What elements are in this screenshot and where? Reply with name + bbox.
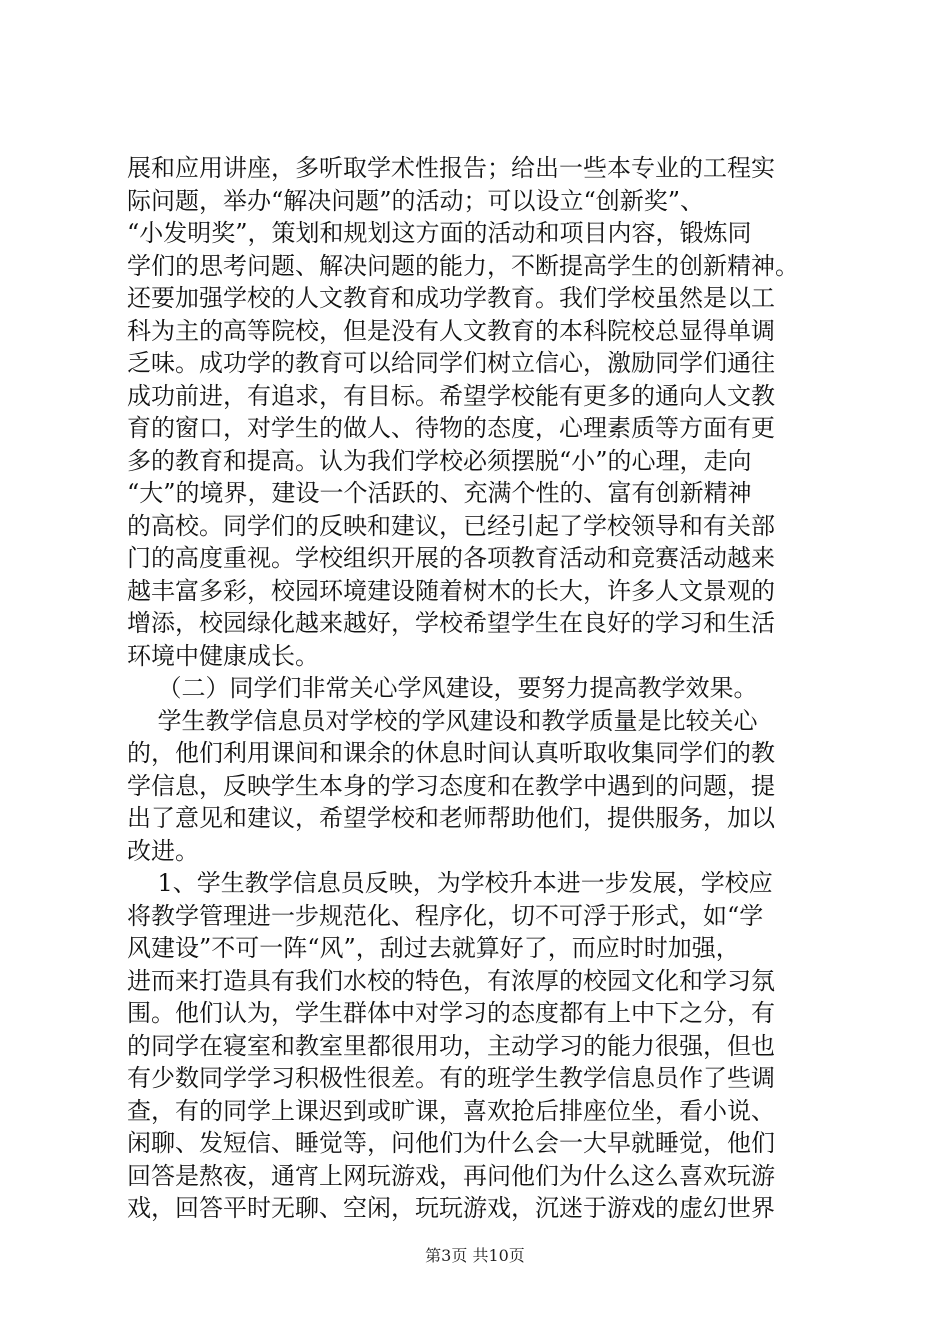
text-line: 改进。: [127, 836, 199, 865]
text-line: 乏味。成功学的教育可以给同学们树立信心，激励同学们通往: [127, 349, 775, 377]
page-footer: 第3页 共10页: [425, 1246, 525, 1265]
text-line: 展和应用讲座，多听取学术性报告；给出一些本专业的工程实: [127, 154, 775, 182]
text-line: 学们的思考问题、解决问题的能力，不断提高学生的创新精神。: [127, 251, 799, 280]
text-line: 增添，校园绿化越来越好，学校希望学生在良好的学习和生活: [127, 609, 775, 637]
text-line: 门的高度重视。学校组织开展的各项教育活动和竞赛活动越来: [127, 544, 775, 572]
text-line: 成功前进，有追求，有目标。希望学校能有更多的通向人文教: [127, 381, 775, 410]
text-line: 学信息，反映学生本身的学习态度和在教学中遇到的问题，提: [127, 771, 775, 800]
text-line: 的高校。同学们的反映和建议，已经引起了学校领导和有关部: [127, 511, 775, 540]
text-line: 出了意见和建议，希望学校和老师帮助他们，提供服务，加以: [127, 804, 775, 832]
text-line: （二）同学们非常关心学风建设，要努力提高教学效果。: [127, 674, 758, 702]
text-line: 风建设”不可一阵“风”，刮过去就算好了，而应时时加强，: [127, 934, 740, 962]
text-line: 查，有的同学上课迟到或旷课，喜欢抢后排座位坐，看小说、: [127, 1096, 775, 1125]
text-line: 进而来打造具有我们水校的特色，有浓厚的校园文化和学习氛: [127, 966, 775, 995]
text-line: 多的教育和提高。认为我们学校必须摆脱“小”的心理，走向: [127, 446, 752, 475]
text-line: 回答是熬夜，通宵上网玩游戏，再问他们为什么这么喜欢玩游: [127, 1161, 775, 1190]
text-line: 有少数同学学习积极性很差。有的班学生教学信息员作了些调: [127, 1064, 775, 1092]
text-line: 环境中健康成长。: [127, 641, 319, 670]
text-line: 戏，回答平时无聊、空闲，玩玩游戏，沉迷于游戏的虚幻世界: [127, 1194, 775, 1222]
text-line: 围。他们认为，学生群体中对学习的态度都有上中下之分，有: [127, 999, 775, 1027]
text-line: 越丰富多彩，校园环境建设随着树木的长大，许多人文景观的: [127, 576, 775, 605]
text-line: 育的窗口，对学生的做人、待物的态度，心理素质等方面有更: [127, 414, 775, 442]
text-line: 将教学管理进一步规范化、程序化，切不可浮于形式，如“学: [127, 901, 764, 930]
text-line: 的，他们利用课间和课余的休息时间认真听取收集同学们的教: [127, 739, 775, 767]
text-line: 还要加强学校的人文教育和成功学教育。我们学校虽然是以工: [127, 284, 775, 312]
text-line: 科为主的高等院校，但是没有人文教育的本科院校总显得单调: [127, 316, 775, 345]
text-line: 闲聊、发短信、睡觉等，问他们为什么会一大早就睡觉，他们: [127, 1129, 775, 1157]
text-line: “大”的境界，建设一个活跃的、充满个性的、富有创新精神: [127, 479, 752, 507]
body-text: [127, 152, 847, 1225]
text-line: 1、学生教学信息员反映，为学校升本进一步发展，学校应: [127, 869, 773, 897]
text-line: “小发明奖”，策划和规划这方面的活动和项目内容，锻炼同: [127, 219, 752, 247]
text-line: 学生教学信息员对学校的学风建设和教学质量是比较关心: [127, 706, 758, 735]
text-line: 际问题，举办“解决问题”的活动；可以设立“创新奖”、: [127, 186, 705, 215]
text-line: 的同学在寝室和教室里都很用功，主动学习的能力很强，但也: [127, 1031, 775, 1060]
